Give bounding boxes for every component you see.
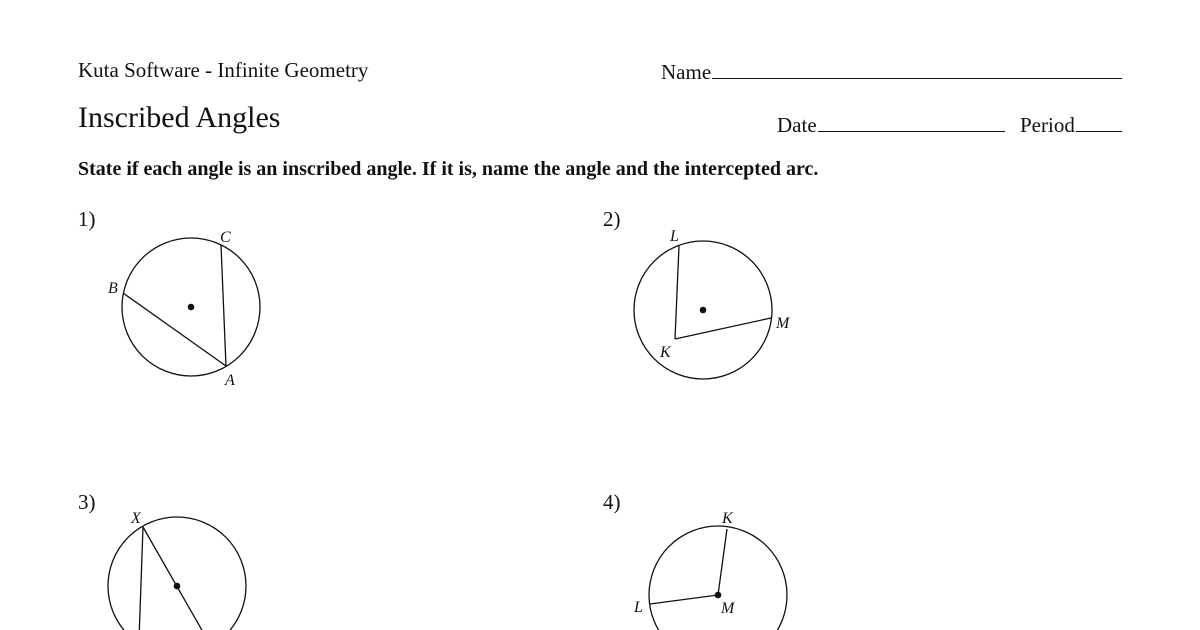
point-label-k: K (660, 344, 671, 361)
instructions-text: State if each angle is an inscribed angle. If it is, name the angle and the intercepted arc. (78, 158, 819, 180)
chord-x-1 (139, 527, 143, 630)
point-label-m: M (721, 600, 735, 617)
point-label-c: C (220, 229, 231, 246)
chord-ca (221, 245, 226, 366)
chord-ba (123, 293, 226, 366)
radius-mk (718, 529, 727, 595)
problem-3-diagram (108, 510, 246, 630)
radius-ml (650, 595, 718, 604)
point-label-l: L (634, 599, 643, 616)
chord-lk (675, 246, 679, 339)
problem-3-number: 3) (78, 490, 96, 514)
problem-1-diagram (108, 229, 260, 389)
period-label: Period (1020, 113, 1075, 137)
point-label-a: A (225, 372, 235, 389)
point-label-b: B (108, 280, 118, 297)
worksheet-title: Inscribed Angles (78, 101, 281, 134)
problem-2-diagram (634, 228, 791, 379)
point-label-m: M (776, 315, 790, 332)
circle-3 (108, 517, 246, 630)
center-point-2 (700, 307, 707, 314)
problem-4-diagram (633, 510, 787, 630)
circle-4 (649, 526, 787, 630)
point-label-x: X (131, 510, 141, 527)
problem-2-number: 2) (603, 207, 621, 231)
problem-4-number: 4) (603, 490, 621, 514)
chord-x-2 (143, 527, 211, 630)
point-label-l: L (670, 228, 679, 245)
problem-1-number: 1) (78, 207, 96, 231)
center-point-1 (188, 304, 195, 311)
date-label: Date (777, 113, 817, 137)
name-label: Name (661, 60, 712, 84)
chord-km (675, 318, 771, 339)
point-label-k: K (722, 510, 733, 527)
publisher-name: Kuta Software - Infinite Geometry (78, 58, 369, 82)
